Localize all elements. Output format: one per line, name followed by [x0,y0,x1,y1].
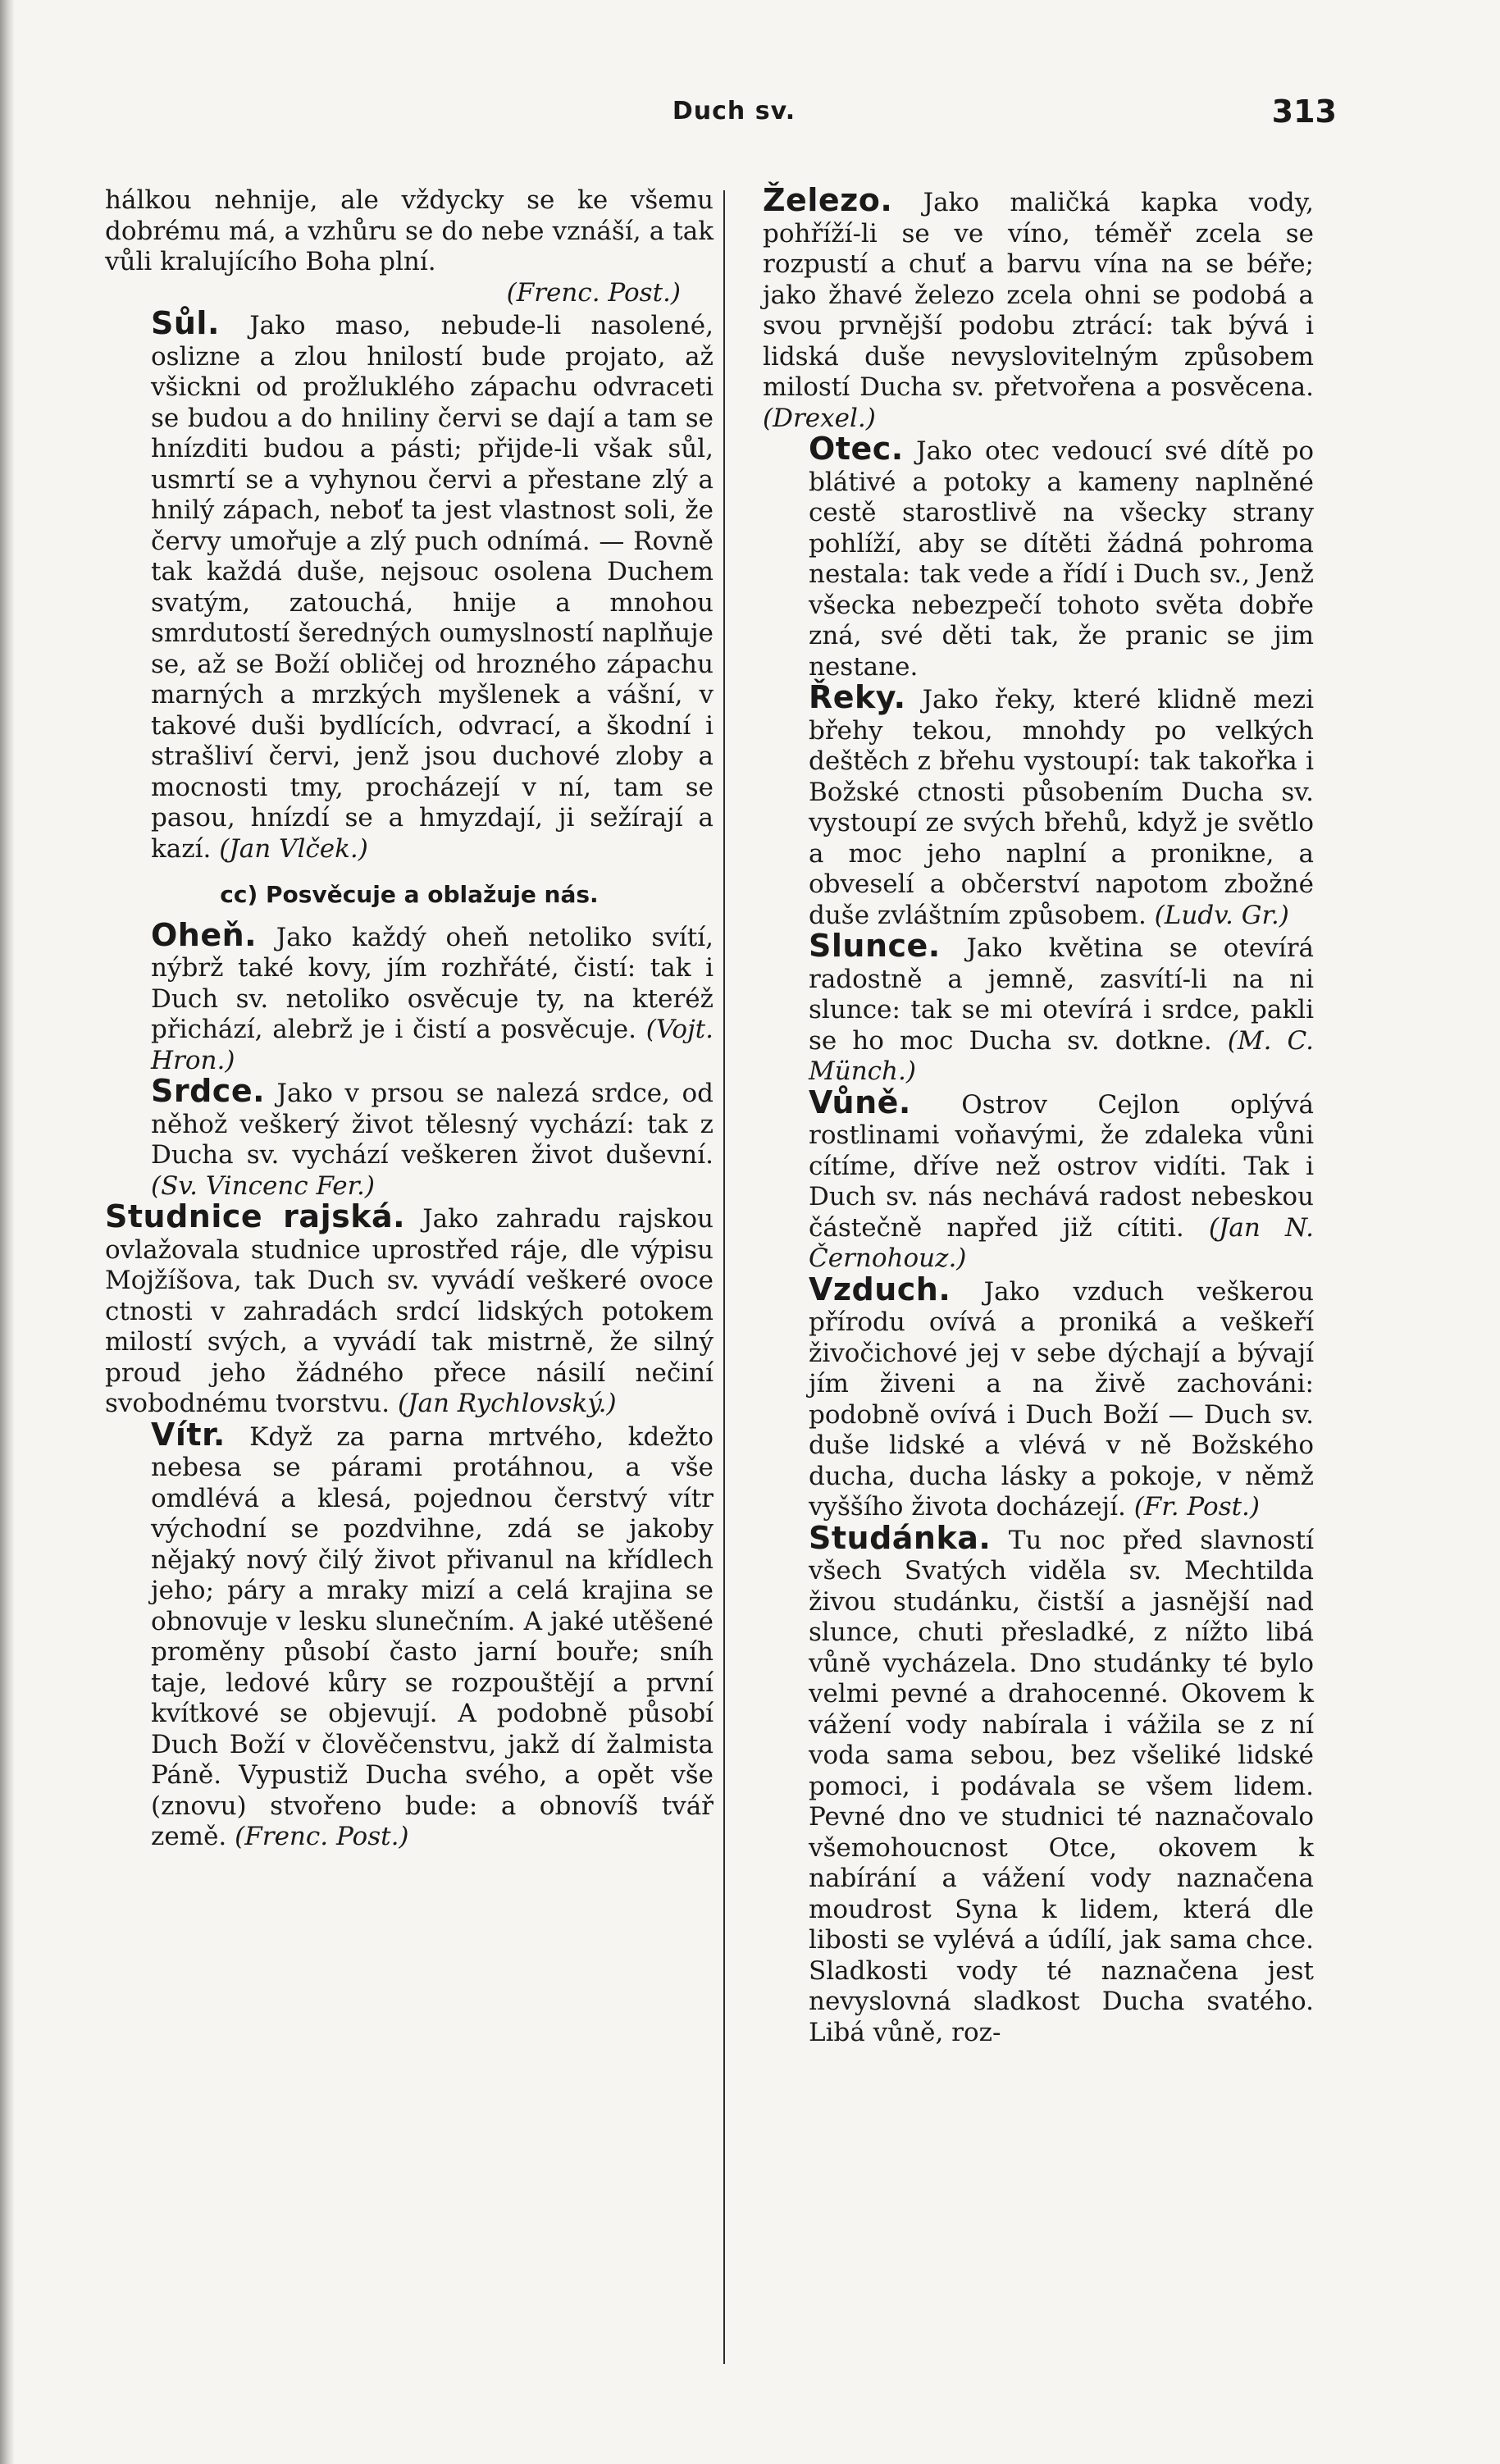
attribution: (Ludv. Gr.) [1154,900,1289,930]
entry-text: Jako každý oheň netoliko svítí, nýbrž také kovy, jím rozhřáté, čistí: tak i Duch sv. netoliko osvěcuje ty, na kteréž přichází, alebrž je i čistí a posvěcuje. [151,922,714,1044]
continuation-text: hálkou nehnije, ale vždycky se ke všemu dobrému má, a vzhůru se do nebe vznáší, a tak vůli kralujícího Boha plní. [105,185,714,276]
entry-zelezo [763,182,1314,434]
entry-vune [763,1084,1314,1275]
entry-text: Tu noc před slavností všech Svatých viděla sv. Mechtilda živou studánku, čistší a jasnější nad slunce, chuti přesladké, z nížto libá vůně vycházela. Dno studánky té bylo velmi pevné a drahocenné. Okovem k vážení vody nabírala i vážila se z ní voda sama sebou, bez všeliké lidské pomoci, i podávala se všem lidem. Pevné dno ve studnici té naznačovalo všemohoucnost Otce, okovem k nabírání a vážení vody naznačena moudrost Syna k lidem, která dle libosti se vylévá a údílí, jak sama chce. Sladkosti vody té naznačena jest nevyslovná sladkost Ducha svatého. Libá vůně, roz- [809,1525,1314,2047]
attribution: (Jan N. Černohouz.) [809,1212,1314,1273]
entry-headword: Slunce. [809,928,941,964]
entry-ohen [105,916,714,1077]
entry-reky [763,679,1315,931]
entry-text: Jako řeky, které klidně mezi břehy tekou, mnohdy po velkých deštěch z břehu vystoupí: tak takořka i Božské ctnosti působením Ducha sv. vystoupí ze svých břehů, když je světlo a moc jeho naplní a pronikne, a obveselí a občerství napotom zbožné duše zvláštním způsobem. [809,685,1315,930]
attribution: (Jan Vlček.) [219,833,368,864]
entry-vitr [105,1416,714,1853]
entry-text: Jako v prsou se nalezá srdce, od něhož veškerý život tělesný vychází: tak z Ducha sv. vychází veškeren život duševní. [151,1079,714,1170]
entry-headword: Řeky. [809,679,906,715]
entry-studnice-rajska [105,1198,714,1420]
right-column [763,182,1315,2048]
entry-vzduch [763,1271,1314,1523]
entry-headword: Sůl. [151,305,220,341]
running-title: Duch sv. [672,97,796,125]
entry-slunce [763,928,1315,1088]
attribution: (M. C. Münch.) [809,1025,1315,1086]
entry-studanka [763,1519,1314,2049]
entry-headword: Studánka. [809,1519,992,1556]
column-divider [723,190,725,2364]
entry-text: Jako maso, nebude-li nasolené, oslizne a zlou hnilostí bude projato, až všickni od prožluklého zápachu odvraceti se budou a do hniliny červi se dají a tam se hnízditi budou a pásti; přijde-li však sůl, usmrtí se a vyhynou červi a přestane zlý a hnilý zápach, neboť ta jest vlastnost soli, že červy umořuje a zlý puch odnímá. — Rovně tak každá duše, nejsouc osolena Duchem svatým, zatouchá, hnije a mnohou smrdutostí šeredných oumyslností naplňuje se, až se Boží obličej od hrozného zápachu marných a mrzkých myšlenek a vášní, v takové duši bydlících, odvrací, a škodní i strašliví červi, jenž jsou duchové zloby a mocnosti tmy, procházejí v ní, tam se pasou, hnízdí se a hmyzdají, ji sežírají a kazí. [151,311,714,864]
entry-otec [763,431,1315,682]
entry-headword: Oheň. [151,916,258,953]
attribution: (Vojt. Hron.) [151,1015,714,1075]
left-column [105,185,714,1853]
page-number: 313 [1271,94,1337,130]
page-gutter-shadow [0,0,15,2464]
attribution: (Sv. Vincenc Fer.) [151,1170,376,1201]
entry-text: Jako zahradu rajskou ovlažovala studnice uprostřed ráje, dle výpisu Mojžíšova, tak Duch sv. vyvádí veškeré ovoce ctnosti v zahradách srdcí lidských potokem milostí svých, a vyvádí tak mistrně, že silný proud jeho žádného přece násilí nečiní svobodnému tvorstvu. [105,1204,714,1418]
attribution: (Jan Rychlovský.) [397,1389,617,1418]
continuation-attribution-line [105,278,714,309]
attribution: (Drexel.) [763,403,876,433]
entry-text: Jako maličká kapka vody, pohříží-li se ve víno, téměř zcela se rozpustí a chuť a barvu vína na se béře; jako žhavé železo zcela ohni se podobá a svou prvnější podobu ztrácí: tak bývá i lidská duše nevyslovitelným způsobem milostí Ducha sv. přetvořena a posvěcena. [763,188,1314,402]
entry-text: Jako vzduch veškerou přírodu ovívá a proniká a veškeří živočichové jej v sebe dýchají a bývají jím živeni a na živě zachováni: podobně ovívá i Duch Boží — Duch sv. duše lidské a vlévá v ně Božského ducha, ducha lásky a pokoje, v němž vyššího života docházejí. [809,1276,1314,1522]
entry-text: Jako otec vedoucí své dítě po blátivé a potoky a kameny naplněné cestě starostlivě na všecky strany pohlíží, aby se dítěti žádná pohroma nestala: tak vede a řídí i Duch sv., Jenž všecka nebezpečí tohoto světa dobře zná, své děti tak, že pranic se jim nestane. [809,436,1315,682]
entry-headword: Vůně. [809,1084,911,1120]
entry-headword: Vzduch. [809,1271,951,1307]
entry-srdce [105,1073,714,1202]
attribution: (Frenc. Post.) [506,277,681,308]
entry-text: Když za parna mrtvého, kdežto nebesa se párami protáhnou, a vše omdlévá a klesá, pojednou čerstvý vítr východní se pozdvihne, zdá se jakoby nějaký nový čilý život přivanul na křídlech jeho; páry a mraky mizí a celá krajina se obnovuje v lesku slunečním. A jaké utěšené proměny působí často jarní bouře; sníh taje, ledové kůry se rozpouštějí a první kvítkové se objevují. A podobně působí Duch Boží v člověčenstvu, jakž dí žalmista Páně. Vypustiž Ducha svého, a opět vše (znovu) stvořeno bude: a obnovíš tvář země. [151,1421,714,1851]
entry-sul [105,305,714,865]
entry-text: Ostrov Cejlon oplývá rostlinami voňavými, že zdaleka vůni cítíme, dříve než ostrov vidíti. Tak i Duch sv. nás nechává radost nebeskou částečně napřed již cítiti. [809,1089,1314,1243]
section-subheading: cc) Posvěcuje a oblažuje nás. [220,881,599,908]
entry-headword: Srdce. [151,1073,266,1109]
entry-headword: Otec. [809,431,904,467]
entry-headword: Vítr. [151,1416,226,1453]
entry-headword: Železo. [763,182,893,218]
attribution: (Fr. Post.) [1133,1492,1261,1522]
entry-headword: Studnice rajská. [105,1198,406,1234]
entry-text: Jako květina se otevírá radostně a jemně, zasvítí-li na ni slunce: tak se mi otevírá i srdce, pakli se ho moc Ducha sv. dotkne. [809,933,1314,1056]
attribution: (Frenc. Post.) [235,1822,409,1851]
continuation-paragraph [105,185,714,278]
running-head [131,94,1337,138]
